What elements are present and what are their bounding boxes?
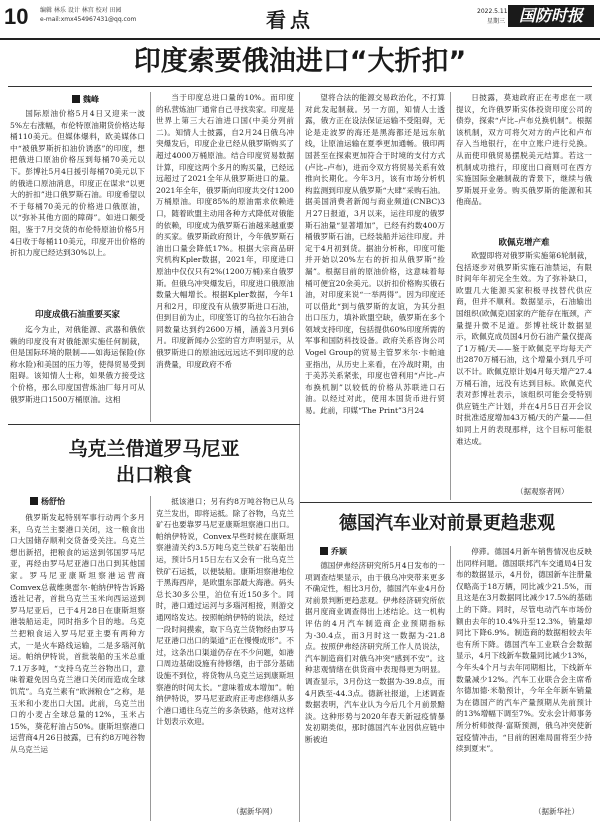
article1-byline <box>72 94 99 105</box>
weekday-text: 星期三 <box>486 18 505 25</box>
paragraph: 俄罗斯发起特别军事行动两个多月来，乌克兰主要港口关闭，这一粮食出口大国储存顺利交货备受关注。乌克兰想出新招，把粮食的运送到邻国罗马尼亚，再经由罗马尼亚港口出口到其他国家。罗马尼亚康斯坦察港运营商Comvex总裁维奥雷尔·帕纳伊特告诉路透社记者，首批乌克兰玉米向西运送到罗马尼亚后，已于4月28日在康斯坦察港装船运走，同时指多个目的地。乌克兰把粮食运入罗马尼亚主要有两种方式，一是火车路线运输，二是多瑙河航运。帕纳伊特说，首批装船的玉米总重7.1万多吨，“支持乌克兰谷物出口，意味着避免因乌克兰港口关闭而造成全球饥荒”。乌克兰素有“欧洲粮仓”之称，是玉米和小麦出口大国。此前，乌克兰出口的小麦占全球总量的12%，玉米占15%，葵花籽油占50%。康斯坦察港口运营商4月26日披露，已有约8万吨谷物从乌克兰运 <box>10 513 145 754</box>
byline-square-icon <box>320 547 328 555</box>
article1-col3 <box>305 92 445 500</box>
article2-source: （据新华网） <box>232 807 277 816</box>
article1-source: （据观察者网） <box>516 487 569 496</box>
article1-col1-cont <box>10 324 145 416</box>
byline-square-icon <box>72 95 80 103</box>
column-divider <box>299 92 300 500</box>
divider <box>8 424 300 425</box>
byline-name: 魏峰 <box>83 95 99 104</box>
article2-col2 <box>156 496 294 802</box>
paragraph: 停滞。德国4月新车销售情况也反映出同样问题。德国联邦汽车交通局4日发布的数据显示，4月份，德国新车注册量仅略高于18万辆，同比减少21.5%，而且这是在3月数据同比减少17.5%的基础上的下降。同时，尽管电动汽车市场份额由去年的10.4%升至12.3%，销量却同比下降6.9%。制造商的数据相较去年也有所下降。德国汽车工业联合会数据显示，4月下线新车数量同比减少13%，今年头4个月与去年同期相比，下线新车数量减少12%。汽车工业联合会主席希尔德加德·米勒预计，今年全年新车销量为在德国产的汽车产量预期从先前预计的13%增幅下调至7%。安永会计师事务所分析师彼得·富斯预测，俄乌冲突使新冠疫情冲击，“目前的困难局面将至少持续到夏末”。 <box>456 547 592 754</box>
paragraph: 国际原油价格5月4日又迎来一波5%左右涨幅，布伦特原油期货价格达每桶110美元。但媒体爆料，欧美媒体口中“被俄罗斯折扣油价诱惑”的印度，想把俄进口原油价格压到每桶70美元以下。彭博社5月4日援引每桶70美元以下的俄进口原油消息，印度正在谋求“以更大的折扣”进口俄罗斯石油。印度希望以不于每桶70美元的价格进口俄原油，以“弥补其他方面的障碍”。如进口额受阻，鉴于7月交货的布伦特原油价格5月4日收于每桶110美元，印度开出价格的折扣力度已经达到30%以上。 <box>10 109 145 258</box>
article3-col1 <box>305 560 445 818</box>
article3-col2 <box>456 546 592 802</box>
headline-line: 出口粮食 <box>115 464 192 486</box>
paragraph: 德国伊弗经济研究所5月4日发布的一项调查结果显示，由于俄乌冲突带来更多不确定性，相比3月份，德国汽车业4月份对前景判断更趋悲观。伊弗经济研究所依据月度商业调查得出上述结论。这一机构评估的4月汽车制造商企业预期指标为-30.4点，而3月时这一数据为-21.8点。按照伊弗经济研究所工作人员说法，汽车制造商们对俄乌冲突“感到不安”。这种悲观情绪在供货商中表现得更为明显。调查显示，3月份这一数据为-39.8点，而4月跌至-44.3点。德新社报道，上述调查数据表明，汽车业认为今后几个月前景黯淡。这种形势与2020年春天新冠疫情暴发初期类似，那时德国汽车业因供应链中断被迫 <box>305 561 445 744</box>
byline-name: 乔颖 <box>331 547 347 556</box>
article2-byline <box>30 496 65 507</box>
column-divider <box>450 92 451 500</box>
email-line: e-mail:xmx454967431@qq.com <box>40 16 137 23</box>
section-title: 看点 <box>266 8 314 32</box>
column-divider <box>150 496 151 821</box>
column-divider <box>150 92 151 422</box>
page-number: 10 <box>4 4 29 29</box>
article2-headline <box>14 436 294 488</box>
article3-source: （据新华社） <box>534 807 579 816</box>
paragraph: 望将合法的能源交易政治化，不打算对此发起制裁。另一方面，知情人士透露，俄方正在设法保证运输不受阻碍，无论是走波罗的海还是黑海都还是远东航线，让原油运输在夏季更加通畅。俄印两国甚至在探索更加符合于时境的支付方式(卢比–卢布)，进而令双方将贸易关系有效推向长期化。今年3月，该有市场分析机构监测到印度从俄罗斯“大肆”采购石油。据美国消费者新闻与商业频道(CNBC)3月27日报道，3月以来，运往印度的俄罗斯石油量“显著增加”，已经有约数400万桶俄罗斯石油，已经装船并运往印度。并定于4月初到货。据油分析称，印度可能并开始以20%左右的折扣从俄罗斯“捡漏”。根据目前的原油价格，这意味着每桶可便宜20余美元。以折扣价格购买俄石油，对印度来说“一举两得”。因为印度还可以借此“到与俄罗斯的友谊，为其分担出口压力，填补欧盟空缺，俄罗斯在多个领域支持印度，包括提供60%印度所需的军事和国防科技设备。政府关系咨询公司Vogel Group的贸易主管罗米尔·卡帕迪亚指出，从历史上来看，在冷战时期，由于美苏关系紧张，印度也曾利用“卢比–卢布换机制”以较低的价格从苏联进口石油。以经过对此，使用本国货币进行贸易。此前，印媒“The Print”3月24 <box>305 93 445 416</box>
article1-col2 <box>156 92 294 422</box>
paragraph: 抵该港口；另有约8万吨谷物已从乌克兰发出，即将运抵。除了谷物，乌克兰矿石也要靠罗马尼亚康斯坦察港口出口。帕纳伊特说，Convex早些时候在康斯坦察港清关约3.5万吨乌克兰铁矿石装船出运，预计5月15日左右又会有一批乌克兰铁矿石运抵，以便装船。康斯坦察港地位于黑海西岸，是欧盟东部最大海港。码头总长30多公里，泊位有近150多个。同时，港口通过运河与多瑙河相接，则游交通网络发达。按照帕纳伊特的说法，经过一段时间摸索，取下乌克兰货物经由罗马尼亚港口出口的渠道“正在慢慢成形”。不过，这条出口渠道仍存在不少问题，如港口周边基础设施有待修缮，由于部分基础设施不到位，将货物从乌克兰运到康斯坦察港的时间太长。“意味着成本增加”。帕纳伊特说，罗马尼亚政府正考虑修缮从多个港口通往乌克兰的多条铁路，他对这样计划表示欢迎。 <box>156 497 294 727</box>
article1-col4 <box>456 92 592 232</box>
editor-info <box>40 6 136 24</box>
byline-square-icon <box>30 497 38 505</box>
issue-date <box>477 7 508 27</box>
date-text: 2022.5.11 <box>477 8 508 15</box>
column-divider <box>450 546 451 821</box>
byline-name: 杨舒怡 <box>41 497 65 506</box>
article2-col1 <box>10 512 145 817</box>
editor-line: 编辑 林乐 设计 林宫 校对 田园 <box>40 7 122 14</box>
page-header <box>0 0 600 40</box>
article1-headline: 印度索要俄油进口“大折扣” <box>133 46 467 77</box>
newspaper-logo: 国防时报 <box>508 5 594 27</box>
headline-line: 乌克兰借道罗马尼亚 <box>68 438 240 460</box>
paragraph: 当于印度总进口量的10%。而印度的私营炼油厂通常自己寻找卖家。印度是世界上第三大石油进口国(中美分列前二)。知情人士披露，自2月24日俄乌冲突爆发后，印度企业已经从俄罗斯购买了超过4000万桶原油。结合印度贸易数据计算，印度这两个多月的购买量，已经远远超过了2021全年从俄罗斯进口的量。2021年全年，俄罗斯向印度共交付1200万桶原油。印度85%的原油需求依赖进口，随着欧盟主动用各种方式降低对俄能的依赖，印度成为俄罗斯石油越来越重要的买家。俄罗斯政府预计，今年俄罗斯石油出口量会降低17%。根据大宗商品研究机构Kpler数据，2021年，印度进口原油中仅仅只有2%(1200万桶)来自俄罗斯。但俄乌冲突爆发后，印度进口俄原油数量大幅增长。根据Kpler数据，今年1月和2月，印度没有从俄罗斯进口石油，但到目前为止，印度签订的乌拉尔石油合同数量达到约2600万桶，涵盖3月到6月。印度新闻办公室的官方声明显示，从俄罗斯进口的原油远远远达不到印度的总消费量，印度政府不希 <box>156 93 294 369</box>
paragraph: 欧盟即将对俄罗斯实施第6轮制裁，包括逐步对俄罗斯实施石油禁运，有限时间年年初完全生效。为了弥补缺口，欧盟几大能源买家积极寻找替代供应商，但并不顺利。数据显示，石油输出国组织(欧佩克)国家的产能存在瓶颈，产量提升微不足道。彭博社统计数据显示，欧佩克成员国4月份石油产量仅提高了1万桶/天——鉴于欧佩克平均每天产出2870万桶石油，这个增量小到几乎可以不计。欧佩克原计划4月每天增产27.4万桶石油，远没有达到目标。欧佩克代表对彭博社表示，该组织可能会受特别供应链生产计划，并在4月5日召开会议时批准适度增加43万桶/天的产量——但如同上月的表现那样，这个目标可能很难达成。 <box>456 251 592 446</box>
paragraph: 日披露，莫迪政府正在考虑在一项提议，允许俄罗斯实体投资印度公司的债券，探索“卢比–卢布兑换机制”。根据该机制，双方可将欠对方的卢比和卢布存入当地银行，在中立账户进行兑换。从而使印俄贸易摆脱美元结算。若这一机制成功推行，印度出口商则可在西方实施国际金融制裁的背景下，继续与俄罗斯展开业务。购买俄罗斯的能源和其他商品。 <box>456 93 592 207</box>
divider <box>8 86 592 87</box>
column-divider <box>299 500 300 822</box>
article1-col4-cont <box>456 250 592 482</box>
article1-subheading-2: 欧佩克增产难 <box>498 238 550 248</box>
article1-subheading: 印度成俄石油重要买家 <box>34 310 120 320</box>
article3-headline: 德国汽车业对前景更趋悲观 <box>339 513 555 534</box>
article1-col1 <box>10 108 145 304</box>
paragraph: 迄今为止，对俄能源、武器和俄依赖的印度没有对俄能源实施任何制裁，但是国际环境的限制——如海运保险(你称水险)和美国的压力等，使得贸易受到阻碍。该知情人士称，如果俄方接受这个价格，那么印度国营炼油厂每月可从俄罗斯进口1500万桶原油。这相 <box>10 325 145 404</box>
divider <box>300 502 592 503</box>
article3-byline <box>320 546 347 557</box>
